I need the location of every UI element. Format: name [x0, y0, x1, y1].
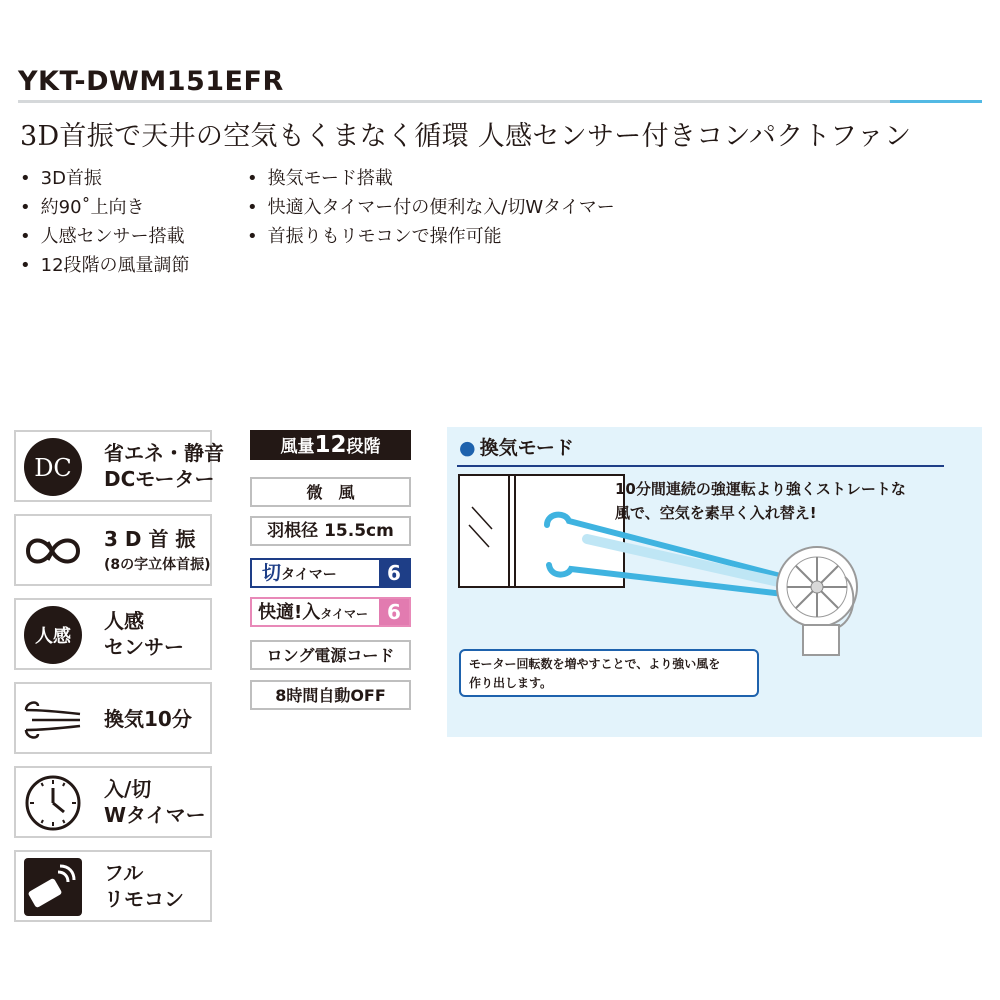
- badge-full-remote: [14, 850, 212, 922]
- ventilation-desc-line1: 10分間連続の強運転より強くストレートな: [615, 480, 906, 498]
- badge-line1: 換気10分: [104, 707, 192, 731]
- badge-line1: フル: [104, 861, 144, 885]
- wind-icon: [22, 688, 84, 750]
- spec-airflow-levels: [250, 430, 411, 460]
- clock-icon: [22, 772, 84, 834]
- feature-list-left: [18, 164, 190, 280]
- svg-text:人感: 人感: [35, 626, 71, 647]
- feature-item: • 人感センサー搭載: [18, 222, 190, 251]
- title-rule-accent: [890, 100, 982, 103]
- ventilation-note-line1: モーター回転数を増やすことで、より強い風を: [469, 657, 721, 671]
- badge-text: [104, 440, 224, 492]
- badge-text: [104, 860, 184, 912]
- badge-3d-swing: [14, 514, 212, 586]
- badge-text: [104, 776, 206, 828]
- feature-list-right: [245, 164, 615, 251]
- human-sensor-icon: [22, 604, 84, 666]
- badge-text: [104, 706, 192, 732]
- ventilation-note-line2: 作り出します。: [469, 676, 553, 690]
- badge-line2: (8の字立体首振): [104, 557, 211, 573]
- spec-off-timer-number: 6: [379, 560, 409, 586]
- spec-airflow-suffix: 段階: [346, 437, 381, 457]
- ventilation-note: [459, 649, 759, 697]
- spec-long-cord: ロング電源コード: [250, 640, 411, 670]
- badge-ventilation: [14, 682, 212, 754]
- feature-item: • 12段階の風量調節: [18, 251, 190, 280]
- badge-line2: DCモーター: [104, 467, 215, 491]
- badge-line2: リモコン: [104, 887, 184, 911]
- badge-line1: 3 D 首 振: [104, 527, 196, 551]
- ventilation-description: [615, 477, 906, 525]
- badge-text: [104, 608, 184, 660]
- badge-dc-motor: [14, 430, 224, 502]
- feature-item: • 快適入タイマー付の便利な入/切Wタイマー: [245, 193, 615, 222]
- badge-line1: 人感: [104, 609, 144, 633]
- ventilation-mode-panel: [447, 427, 982, 737]
- spec-off-timer-main: 切: [262, 562, 282, 584]
- headline: 3D首振で天井の空気もくまなく循環 人感センサー付きコンパクトファン: [20, 121, 912, 152]
- remote-icon: [22, 856, 84, 918]
- spec-comfort-timer: [250, 597, 411, 627]
- spec-airflow-number: 12: [314, 432, 347, 458]
- spec-blade-diameter: 羽根径 15.5cm: [250, 516, 411, 546]
- badge-w-timer: [14, 766, 212, 838]
- spec-off-timer-small: タイマー: [281, 567, 337, 583]
- feature-item: • 換気モード搭載: [245, 164, 615, 193]
- spec-comfort-timer-main: 快適!入: [258, 602, 321, 623]
- title-rule: [18, 100, 890, 103]
- ventilation-title: [459, 433, 574, 460]
- badge-line2: センサー: [104, 635, 184, 659]
- ventilation-title-text: 換気モード: [479, 437, 574, 459]
- feature-item: • 約90˚上向き: [18, 193, 190, 222]
- spec-weak-wind: 微 風: [250, 477, 411, 507]
- badge-line2: Wタイマー: [104, 803, 206, 827]
- badge-human-sensor: [14, 598, 212, 670]
- dc-icon: [22, 436, 84, 498]
- badge-line1: 入/切: [104, 777, 152, 801]
- spec-auto-off: 8時間自動OFF: [250, 680, 411, 710]
- feature-item: • 首振りもリモコンで操作可能: [245, 222, 615, 251]
- spec-comfort-timer-small: タイマー: [320, 607, 368, 621]
- badge-line1: 省エネ・静音: [104, 441, 224, 465]
- fan-icon: [777, 547, 857, 655]
- spec-off-timer: [250, 558, 411, 588]
- spec-comfort-timer-number: 6: [379, 599, 409, 625]
- ventilation-desc-line2: 風で、空気を素早く入れ替え!: [615, 504, 817, 522]
- model-number: YKT-DWM151EFR: [18, 66, 284, 97]
- svg-text:DC: DC: [34, 454, 72, 482]
- spec-airflow-prefix: 風量: [280, 437, 315, 457]
- badge-text: [104, 526, 211, 578]
- 3d-swing-icon: [22, 520, 84, 582]
- bullet-dot-icon: ●: [459, 437, 476, 459]
- feature-item: • 3D首振: [18, 164, 190, 193]
